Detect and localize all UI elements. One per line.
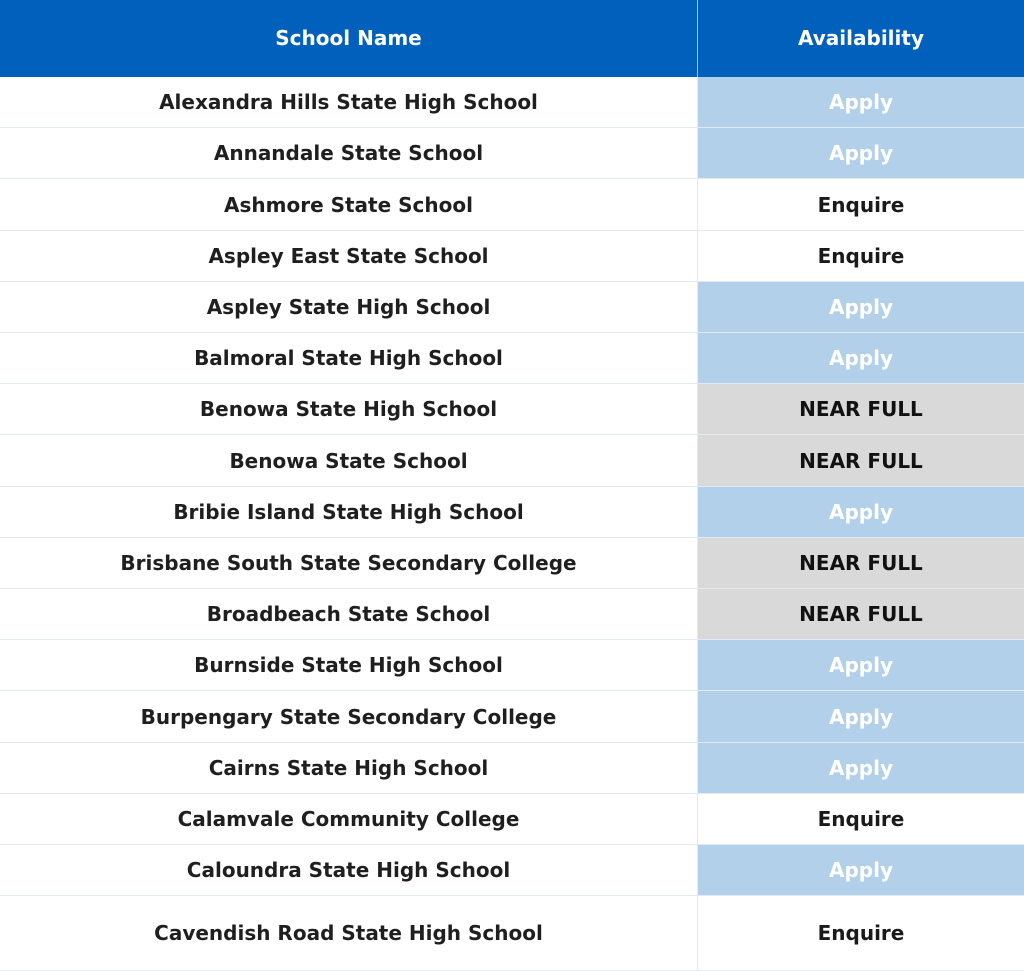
school-name-cell: Cavendish Road State High School <box>0 896 697 971</box>
availability-apply-cell[interactable]: Apply <box>698 640 1024 691</box>
availability-apply-cell[interactable]: Apply <box>698 128 1024 179</box>
school-name-cell: Cairns State High School <box>0 743 697 794</box>
school-name-cell: Alexandra Hills State High School <box>0 77 697 128</box>
availability-apply-cell[interactable]: Apply <box>698 487 1024 538</box>
table-row <box>0 538 1024 589</box>
availability-full-cell: NEAR FULL <box>698 384 1024 435</box>
header-school-name: School Name <box>275 26 422 50</box>
school-name-cell: Burnside State High School <box>0 640 697 691</box>
table-row <box>0 589 1024 640</box>
table-header <box>0 0 1024 77</box>
table-row <box>0 845 1024 896</box>
school-name-cell: Burpengary State Secondary College <box>0 691 697 743</box>
table-row <box>0 282 1024 333</box>
school-name-cell: Aspley State High School <box>0 282 697 333</box>
table-row <box>0 179 1024 231</box>
school-name-cell: Benowa State High School <box>0 384 697 435</box>
table-row <box>0 231 1024 282</box>
school-name-cell: Caloundra State High School <box>0 845 697 896</box>
table-row <box>0 384 1024 435</box>
table-row <box>0 77 1024 128</box>
table-row <box>0 743 1024 794</box>
table-row <box>0 435 1024 487</box>
school-name-cell: Ashmore State School <box>0 179 697 231</box>
availability-apply-cell[interactable]: Apply <box>698 333 1024 384</box>
school-name-cell: Benowa State School <box>0 435 697 487</box>
availability-apply-cell[interactable]: Apply <box>698 691 1024 743</box>
availability-apply-cell[interactable]: Apply <box>698 743 1024 794</box>
availability-full-cell: NEAR FULL <box>698 538 1024 589</box>
school-name-cell: Broadbeach State School <box>0 589 697 640</box>
availability-apply-cell[interactable]: Apply <box>698 282 1024 333</box>
table-row <box>0 487 1024 538</box>
school-name-cell: Bribie Island State High School <box>0 487 697 538</box>
school-name-cell: Balmoral State High School <box>0 333 697 384</box>
availability-enquire-cell[interactable]: Enquire <box>698 179 1024 231</box>
availability-enquire-cell[interactable]: Enquire <box>698 794 1024 845</box>
school-name-cell: Brisbane South State Secondary College <box>0 538 697 589</box>
school-name-cell: Aspley East State School <box>0 231 697 282</box>
availability-full-cell: NEAR FULL <box>698 435 1024 487</box>
availability-enquire-cell[interactable]: Enquire <box>698 231 1024 282</box>
availability-full-cell: NEAR FULL <box>698 589 1024 640</box>
header-availability: Availability <box>798 26 924 50</box>
availability-apply-cell[interactable]: Apply <box>698 845 1024 896</box>
table-row <box>0 128 1024 179</box>
table-row <box>0 333 1024 384</box>
table-row <box>0 691 1024 743</box>
availability-enquire-cell[interactable]: Enquire <box>698 896 1024 971</box>
availability-apply-cell[interactable]: Apply <box>698 77 1024 128</box>
school-name-cell: Calamvale Community College <box>0 794 697 845</box>
table-row <box>0 794 1024 845</box>
table-row <box>0 896 1024 971</box>
table-row <box>0 640 1024 691</box>
school-name-cell: Annandale State School <box>0 128 697 179</box>
